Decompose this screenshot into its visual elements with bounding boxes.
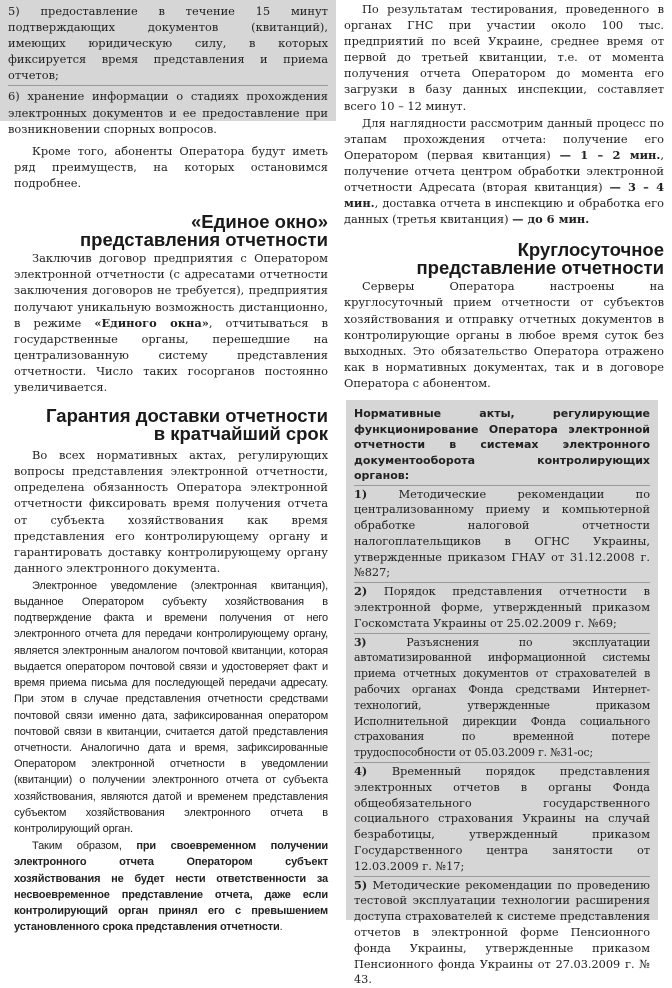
item-text: Порядок представления отчетности в электронной форме, утвержденный приказом Госкомстата Украины от 25.02.2009 г. №69;: [354, 585, 651, 630]
left-column: [0, 0, 336, 935]
single-window-heading-line1: «Единое окно»: [191, 211, 328, 233]
services-box: [0, 0, 336, 136]
normative-acts-heading: Нормативные акты, регулирующие функционирование Оператора электронной отчетности в системах электронного документооборота контролирующих органов:: [354, 407, 650, 482]
normative-act-item: [354, 584, 650, 631]
item-text: Методические рекомендации по проведению тестовой эксплуатации технологии расширения доступа страхователей к системе представления отчетов в электронной форме Пенсионного фонда Украины, утвержденные приказом Пенсионного фонда Украины от 27.03.2009 г. № 43.: [354, 878, 651, 987]
guarantee-heading-line2: в кратчайший срок: [153, 423, 328, 445]
divider: [354, 876, 650, 877]
item-text: Временный порядок представления электронных отчетов в органы Фонда общеобязательного государственного социального страхования Украины на случай безработицы, утвержденный приказом Государственного центра занятости от 12.03.2009 г. №17;: [354, 765, 650, 873]
testing-paragraph: По результатам тестирования, проведенного в органах ГНС при участии около 100 тыс. предприятий по всей Украине, среднее время от первой до третьей квитанции, т.е. от момента получения отчета Оператором до момента его загрузки в базу данных инспекции, составляет всего 10 – 12 минут.: [344, 2, 664, 113]
service-item-6: 6) хранение информации о стадиях прохождения электронных документов и ее предоставление при возникновении спорных вопросов.: [8, 89, 328, 136]
round-clock-heading-line2: представление отчетности: [416, 257, 664, 279]
normative-act-item: [354, 487, 650, 582]
item-text: Разъяснения по эксплуатации автоматизированной информационной системы приема отчетных документов от страхователей в рабочих органах Фонда средствами Интернет-технологий, утвержденные приказом Исполнительной дирекции Фонда социального страхования по временной потере трудоспособности от 05.03.2009 г. №31-ос;: [354, 635, 651, 760]
divider: [8, 85, 328, 86]
single-window-bold: «Единого окна»: [94, 315, 209, 330]
intro-paragraph: Кроме того, абоненты Оператора будут иметь ряд преимуществ, на которых остановимся подробнее.: [14, 144, 328, 191]
round-clock-heading-line1: Круглосуточное: [517, 239, 664, 261]
guarantee-text-start: Таким образом,: [32, 840, 137, 853]
stages-time-3: — до 6 мин.: [512, 212, 590, 227]
guarantee-paragraph-2: Электронное уведомление (электронная квитанция), выданное Оператором субъекту хозяйствования в подтверждение факта и времени получения от него электронного отчета для передачи контролирующему органу, является электронным аналогом почтовой квитанции, которая выдается оператором почтовой связи и удостоверяет факт и время приема письма для последующей передачи адресату. При этом в случае представления отчетности средствами почтовой связи именно дата, зафиксированная оператором почтовой связи в квитанции, считается датой представления отчетности. Аналогично дата и время, зафиксированные Оператором электронной отчетности в уведомлении (квитанции) о получении электронного отчета от субъекта хозяйствования, являются датой и временем представления субъектом хозяйствования электронного отчета в контролирующий орган.: [14, 579, 328, 835]
single-window-heading: [0, 213, 336, 249]
single-window-text-2: , отчитываться в государственные органы, перешедшие на централизованную систему представления отчетности. Число таких госорганов постоянно увеличивается.: [14, 315, 329, 395]
guarantee-heading: [0, 407, 336, 443]
guarantee-paragraph-1: Во всех нормативных актах, регулирующих вопросы представления электронной отчетности, определена обязанность Оператора электронной отчетности фиксировать время получения отчета от субъекта хозяйствования как время представления его контролирующему органу и гарантировать доставку контролирующему органу данного электронного документа.: [14, 448, 328, 575]
single-window-text-1: Заключив договор предприятия с Оператором электронной отчетности (с адресатами отчетности заключения договоров не требуется), предприятия получают уникальную возможность дистанционно, в режиме: [14, 251, 328, 330]
guarantee-bold-conclusion: при своевременном получении электронного отчета Оператором субъект хозяйствования не будет нести ответственности за несвоевременное представление отчета, даже если контролирующий орган принял его с превышением установленного срока представления отчетности: [14, 840, 328, 934]
divider: [354, 582, 650, 583]
guarantee-text-end: .: [279, 921, 283, 934]
normative-act-item: [354, 878, 650, 988]
item-number: 5): [354, 877, 368, 892]
normative-acts-box: [346, 400, 658, 987]
item-number: 2): [354, 584, 368, 599]
stages-paragraph: [338, 115, 672, 228]
item-number: 3): [354, 635, 367, 649]
stages-time-2: — 3 – 4 мин.: [344, 180, 664, 211]
guarantee-paragraph-3: [0, 838, 336, 935]
divider: [354, 633, 650, 634]
stages-text-c: , получение отчета центром обработки электронной отчетности Адресата (вторая квитанция): [344, 147, 664, 195]
single-window-heading-line2: представления отчетности: [79, 229, 328, 251]
round-clock-heading: [338, 241, 672, 277]
normative-act-item: [354, 635, 650, 761]
item-number: 4): [354, 764, 368, 779]
item-number: 1): [354, 486, 368, 501]
item-text: Методические рекомендации по централизованному приему и компьютерной обработке налоговой отчетности налогоплательщиков в ОГНС Украины, утвержденные приказом ГНАУ от 31.12.2008 г. №827;: [354, 487, 650, 580]
divider: [354, 762, 650, 763]
round-clock-paragraph: Серверы Оператора настроены на круглосуточный прием отчетности от субъектов хозяйствования и отправку отчетных документов в контролирующие органы в любое время суток без выходных. Это обязательство Оператора отражено как в нормативных документах, так и в договоре Оператора с абонентом.: [344, 279, 664, 390]
normative-act-item: [354, 764, 650, 875]
stages-text-e: , доставка отчета в инспекцию и обработка его данных (третья квитанция): [344, 196, 664, 227]
stages-time-1: — 1 – 2 мин.: [559, 147, 661, 162]
stages-text-a: Для наглядности рассмотрим данный процесс по этапам прохождения отчета: получение его Оператором (первая квитанция): [344, 115, 664, 162]
guarantee-heading-line1: Гарантия доставки отчетности: [46, 405, 328, 427]
right-column: [338, 0, 672, 391]
service-item-5: 5) предоставление в течение 15 минут подтверждающих документов (квитанций), имеющих юридическую силу, в которых фиксируется время представления и приема отчетов;: [8, 4, 328, 83]
single-window-paragraph: [0, 250, 336, 395]
divider: [354, 485, 650, 486]
